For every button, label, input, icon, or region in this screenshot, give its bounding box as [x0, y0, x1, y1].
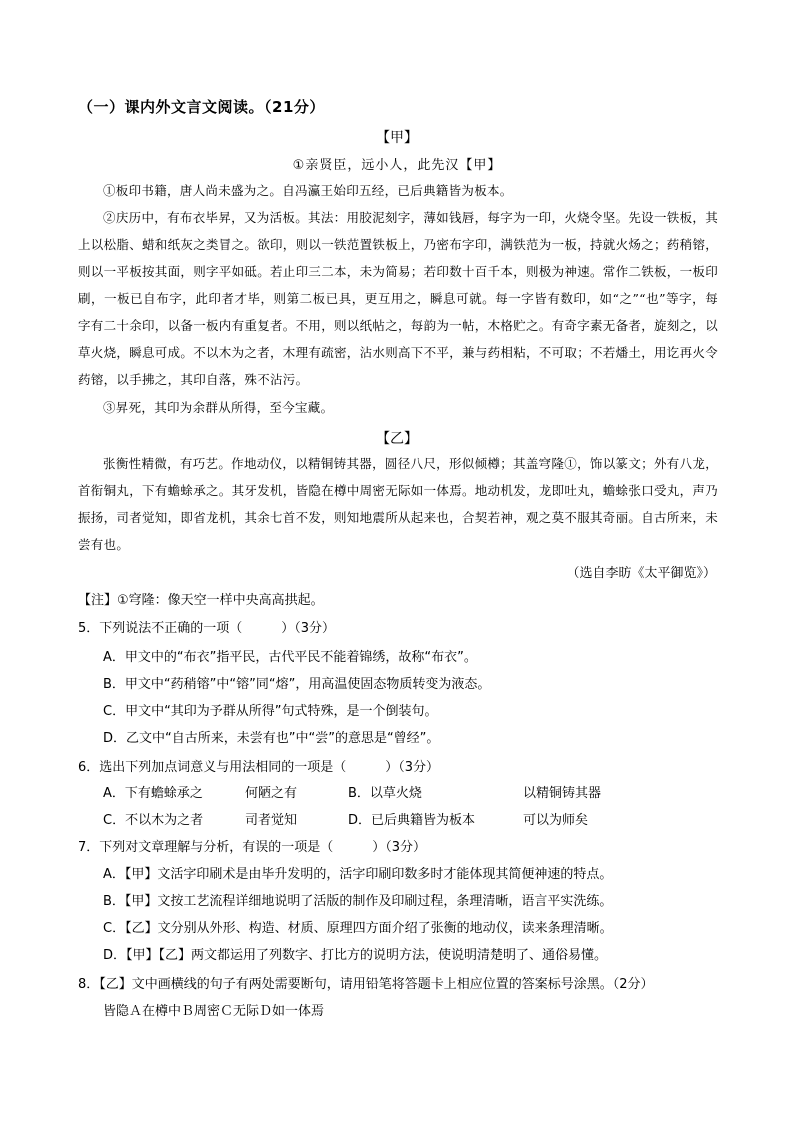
- passage-yi-header: 【乙】: [376, 431, 418, 447]
- footnote: 【注】①穹隆：像天空一样中央高高拱起。: [78, 593, 324, 608]
- section-title: （一）课内外文言文阅读。（21分）: [78, 98, 325, 116]
- question-7-option-b: B．【甲】文按工艺流程详细地说明了活版的制作及印刷过程，条理清晰，语言平实洗练。: [103, 894, 613, 909]
- question-5-option-c: C．甲文中“其印为予群从所得”句式特殊，是一个倒装句。: [103, 704, 438, 719]
- question-6-d-right: 可以为师矣: [523, 813, 589, 828]
- question-6-a-right: 何陋之有: [245, 786, 298, 801]
- question-8-stem: 8．【乙】文中画横线的句子有两处需要断句，请用铅笔将答题卡上相应位置的答案标号涂黑。（2分）: [78, 977, 654, 992]
- question-6-stem: 6．选出下列加点词意义与用法相同的一项是（ ）（3分）: [78, 760, 440, 775]
- jia-paragraph-1: ①板印书籍，唐人尚未盛为之。自冯瀛王始印五经，已后典籍皆为板本。: [103, 183, 513, 198]
- question-6-c-right: 司者觉知: [245, 813, 298, 828]
- question-6-c-left: C．不以木为之者: [103, 813, 204, 828]
- question-7-stem: 7．下列对文章理解与分析，有误的一项是（ ）（3分）: [78, 840, 427, 855]
- question-5-option-d: D．乙文中“自古所来，未尝有也”中“尝”的意思是“曾经”。: [103, 731, 440, 746]
- question-7-option-c: C．【乙】文分别从外形、构造、材质、原理四方面介绍了张衡的地动仪，读来条理清晰。: [103, 921, 613, 936]
- passage-jia-subtitle: ①亲贤臣，远小人，此先汉【甲】: [292, 158, 502, 173]
- passage-jia-header: 【甲】: [376, 130, 418, 146]
- question-7-option-a: A．【甲】文活字印刷术是由毕升发明的，活字印刷印数多时才能体现其简便神速的特点。: [103, 867, 613, 882]
- source-citation: （选自李昉《太平御览》）: [566, 566, 716, 581]
- question-5-option-b: B．甲文中“药稍镕”中“镕”同“熔”，用高温使固态物质转变为液态。: [103, 677, 491, 692]
- question-6-b-right: 以精铜铸其器: [523, 786, 602, 801]
- question-7-option-d: D．【甲】【乙】两文都运用了列数字、打比方的说明方法，使说明清楚明了、通俗易懂。: [103, 948, 608, 963]
- jia-paragraph-2: ②庆历中，有布衣毕昇，又为活板。其法：用胶泥刻字，薄如钱唇，每字为一印，火烧令坚。先设一铁板，其上以松脂、蜡和纸灰之类冒之。欲印，则以一铁范置铁板上，乃密布字印，满铁范为一板，持就火炀之；药稍镕，则以一平板按其面，则字平如砥。若止印三二本，未为简易；若印数十百千本，则极为神速。常作二铁板，一板印刷，一板已自布字，此印者才毕，则第二板已具，更互用之，瞬息可就。每一字皆有数印，如“之”“也”等字，每字有二十余印，以备一板内有重复者。不用，则以纸帖之，每韵为一帖，木格贮之。有奇字素无备者，旋刻之，以草火烧，瞬息可成。不以木为之者，木理有疏密，沾水则高下不平，兼与药相粘，不可取；不若燔土，用讫再火令药镕，以手拂之，其印自落，殊不沾污。: [78, 210, 719, 387]
- question-8-answer-line: 皆隐Ａ在樽中Ｂ周密Ｃ无际Ｄ如一体焉: [103, 1004, 325, 1019]
- question-6-a-left: A．下有蟾蜍承之: [103, 786, 203, 801]
- jia-paragraph-3: ③昇死，其印为余群从所得，至今宝藏。: [103, 400, 334, 415]
- yi-paragraph: 张衡性精微，有巧艺。作地动仪，以精铜铸其器，圆径八尺，形似倾樽；其盖穹隆①，饰以篆文；外有八龙，首衔铜丸，下有蟾蜍承之。其牙发机，皆隐在樽中周密无际如一体焉。地动机发，龙即吐丸，蟾蜍张口受丸，声乃振扬，司者觉知，即省龙机，其余七首不发，则知地震所从起来也，合契若神，观之莫不服其奇丽。自古所来，未尝有也。: [78, 456, 719, 552]
- question-6-d-left: D．已后典籍皆为板本: [348, 813, 476, 828]
- question-5-option-a: A．甲文中的“布衣”指平民，古代平民不能着锦绣，故称“布衣”。: [103, 650, 477, 665]
- question-5-stem: 5．下列说法不正确的一项（ ）（3分）: [78, 621, 336, 636]
- question-6-b-left: B．以草火烧: [348, 786, 422, 801]
